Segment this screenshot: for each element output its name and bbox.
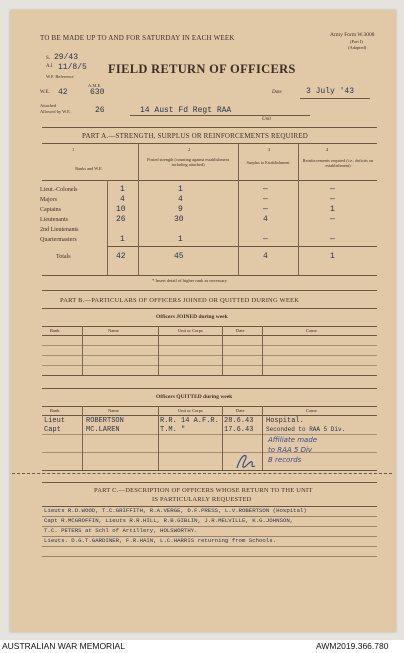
joined-title: Officers JOINED during week [156,314,228,320]
quitted-row2-name: MC.LAREN [86,426,120,434]
allowed-label: Allowed by W.E. [40,109,71,114]
joined-col-date: Date [236,328,245,333]
form-number: Army Form W.3008 [330,32,375,38]
quitted-row2-rank: Capt [44,426,61,434]
unit-value: 14 Aust Fd Regt RAA [140,106,232,115]
row-rank-lieut-colonels: Lieut.-Colonels [40,187,78,193]
part-c-title-1: PART C.—DESCRIPTION OF OFFICERS WHOSE RETURN TO THE UNIT [94,487,313,494]
quitted-row1-rank: Lieut [44,417,66,425]
quitted-row2-date: 17.6.43 [224,426,254,434]
joined-col-unit: Unit or Corps [178,328,203,333]
col-header-reinforcements: Reinforcements required (i.e., deficits on establishment) [302,158,374,168]
row-surplus-lieutenants: 4 [263,215,268,224]
quitted-col-unit: Unit or Corps [178,408,203,413]
caption-accession-number: AWM2019.366.780 [316,641,389,651]
row-we-majors: 4 [120,195,125,204]
row-we-lieut-colonels: 1 [120,185,125,194]
col-header-surplus: Surplus to Establishment [246,160,290,165]
date-value: 3 July '43 [306,87,355,96]
row-reinf-lieutenants: — [330,215,335,224]
attached-label: Attached [40,103,57,108]
joined-col-cause: Cause [306,328,317,333]
sheet-number: 29/43 [54,53,79,62]
row-posted-majors: 4 [178,195,183,204]
quitted-col-name: Name [108,408,119,413]
handwritten-initials [234,450,258,472]
date-label: Date [272,90,282,95]
row-rank-captains: Captains [40,207,61,213]
quitted-row2-unit: T.M. " [160,426,186,434]
top-instruction: TO BE MADE UP TO AND FOR SATURDAY IN EACH WEEK [40,34,235,42]
totals-label: Totals [56,254,71,260]
quitted-row1-name: ROBERTSON [86,417,124,425]
joined-col-name: Name [108,328,119,333]
quitted-title: Officers QUITTED during week [156,394,233,400]
quitted-row1-date: 28.6.43 [224,417,254,425]
quitted-row2-cause: Seconded to RAA 5 Div. [266,426,346,433]
row-rank-quartermasters: Quartermasters [40,237,77,243]
quitted-col-cause: Cause [306,408,317,413]
ame-value: 630 [90,88,105,97]
form-adapted-note: (Adapted) [348,45,367,50]
form-sheet [10,10,396,632]
row-surplus-captains: — [263,205,268,214]
row-we-captains: 10 [116,205,126,214]
row-rank-2nd-lieutenants: 2nd Lieutenants [40,227,79,233]
handwritten-note-2: to RAA 5 Div [268,446,313,454]
part-b-title: PART B.—PARTICULARS OF OFFICERS JOINED OR QUITTED DURING WEEK [60,297,300,304]
part-a-footnote: * Insert detail of higher rank as necessary [152,278,227,283]
form-part-note: (Part I) [350,39,363,44]
serial-label: A.I [46,64,53,69]
row-posted-lieut-colonels: 1 [178,185,183,194]
part-c-line-1: Lieuts R.D.WOOD, T.C.GRIFFITH, R.A.VERGE, D.F.PRESS, L.V.ROBERTSON (Hospital) [44,507,307,514]
row-we-lieutenants: 26 [116,215,126,224]
attached-value: 26 [95,106,105,115]
row-surplus-lieut-colonels: — [263,185,268,194]
quitted-col-date: Date [236,408,245,413]
col-number-3: 3 [268,147,271,152]
totals-surplus: 4 [263,252,268,261]
row-reinf-lieut-colonels: — [330,185,335,194]
unit-label: Unit [262,117,271,122]
row-reinf-quartermasters: — [330,235,335,244]
col-number-2: 2 [188,147,191,152]
ame-label: A.M.E. [88,83,102,88]
sheet-label: S. [46,56,51,61]
part-c-line-2: Capt R.MCGROFFIN, Lieuts R.R.HILL, R.B.GIBLIN, J.R.MELVILLE, K.G.JOHNSON, [44,517,294,524]
totals-we: 42 [116,252,126,261]
wf-reference-label: W.F. Reference [46,74,74,79]
row-reinf-captains: 1 [330,205,335,214]
part-a-title: PART A.—STRENGTH, SURPLUS OR REINFORCEMENTS REQUIRED [82,132,309,140]
row-posted-quartermasters: 1 [178,235,183,244]
row-surplus-majors: — [263,195,268,204]
col-number-4: 4 [326,147,329,152]
row-we-quartermasters: 1 [120,235,125,244]
part-c-title-2: IS PARTICULARLY REQUESTED [152,496,252,503]
totals-posted: 45 [174,252,184,261]
handwritten-note-1: Affiliate made [268,436,318,444]
reference-number: 11/8/5 [58,63,87,72]
col-header-posted: Posted strength (counting against establishment including attached) [147,157,229,167]
quitted-row1-unit: R.R. 14 A.F.R. [160,417,219,425]
joined-col-rank: Rank [50,328,60,333]
we-value: 42 [58,88,68,97]
row-reinf-majors: — [330,195,335,204]
quitted-row1-cause: Hospital. [266,417,304,425]
row-posted-lieutenants: 30 [174,215,184,224]
col-header-ranks: Ranks and W.E. [75,166,103,171]
we-label: W.E. [40,90,50,95]
row-posted-captains: 9 [178,205,183,214]
row-rank-majors: Majors [40,197,57,203]
totals-reinf: 1 [330,252,335,261]
quitted-col-rank: Rank [50,408,60,413]
row-rank-lieutenants: Lieutenants [40,217,68,223]
part-c-line-4: Lieuts. D.G.T.GARDINER, F.R.HAIN, L.C.HARRIS returning from Schools. [44,537,277,544]
perforation-line [12,473,392,474]
form-title: FIELD RETURN OF OFFICERS [108,62,296,76]
caption-institution: AUSTRALIAN WAR MEMORIAL [2,641,125,651]
handwritten-note-3: B records [268,456,302,464]
row-surplus-quartermasters: — [263,235,268,244]
archive-caption [0,640,404,653]
col-number-1: 1 [72,147,75,152]
part-c-line-3: T.C. PETERS at Schl of Artillery, HOLSWORTHY. [44,527,198,534]
